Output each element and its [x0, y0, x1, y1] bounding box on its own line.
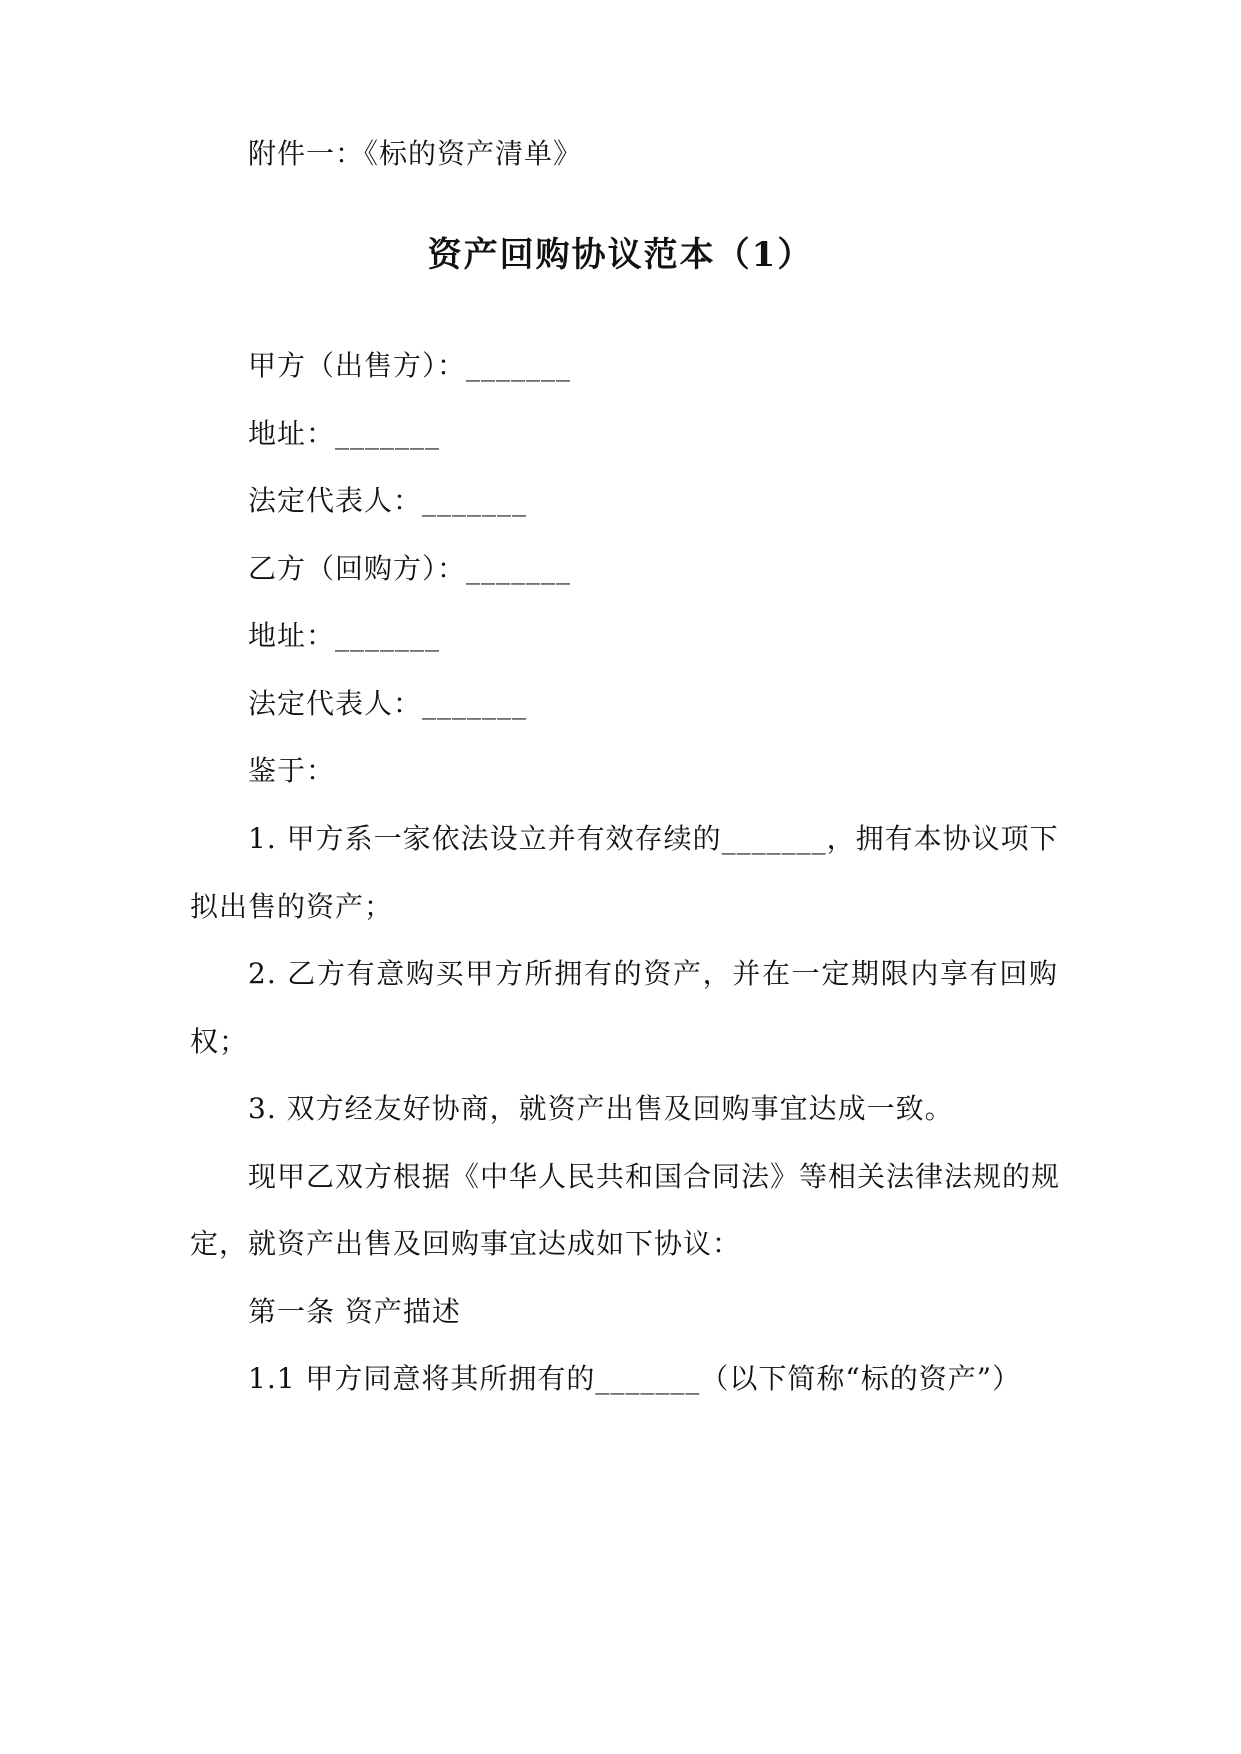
preamble-line-1: 现甲乙双方根据《中华人民共和国合同法》等相关法律法规的规: [248, 1160, 1061, 1193]
recital-3: 3. 双方经友好协商，就资产出售及回购事宜达成一致。: [248, 1092, 954, 1125]
clause-1-1: 1.1 甲方同意将其所拥有的_______（以下简称“标的资产”）: [248, 1362, 1022, 1395]
preamble-line-2: 定，就资产出售及回购事宜达成如下协议：: [190, 1227, 742, 1260]
party-a-address: 地址：_______: [248, 417, 441, 450]
recital-1-line-1: 1. 甲方系一家依法设立并有效存续的_______，拥有本协议项下: [248, 822, 1059, 855]
party-a-label: 甲方（出售方）：_______: [248, 349, 572, 382]
recital-1-line-2: 拟出售的资产；: [190, 890, 394, 923]
recital-2-line-1: 2. 乙方有意购买甲方所拥有的资产，并在一定期限内享有回购: [248, 957, 1058, 990]
document-title: 资产回购协议范本（1）: [427, 235, 814, 275]
party-b-representative: 法定代表人：_______: [248, 687, 528, 720]
article-1-heading: 第一条 资产描述: [248, 1295, 461, 1328]
recital-2-line-2: 权；: [190, 1025, 249, 1058]
whereas-heading: 鉴于：: [248, 754, 336, 787]
party-b-label: 乙方（回购方）：_______: [248, 552, 572, 585]
attachment-line: 附件一：《标的资产清单》: [248, 137, 583, 170]
party-a-representative: 法定代表人：_______: [248, 484, 528, 517]
party-b-address: 地址：_______: [248, 619, 441, 652]
